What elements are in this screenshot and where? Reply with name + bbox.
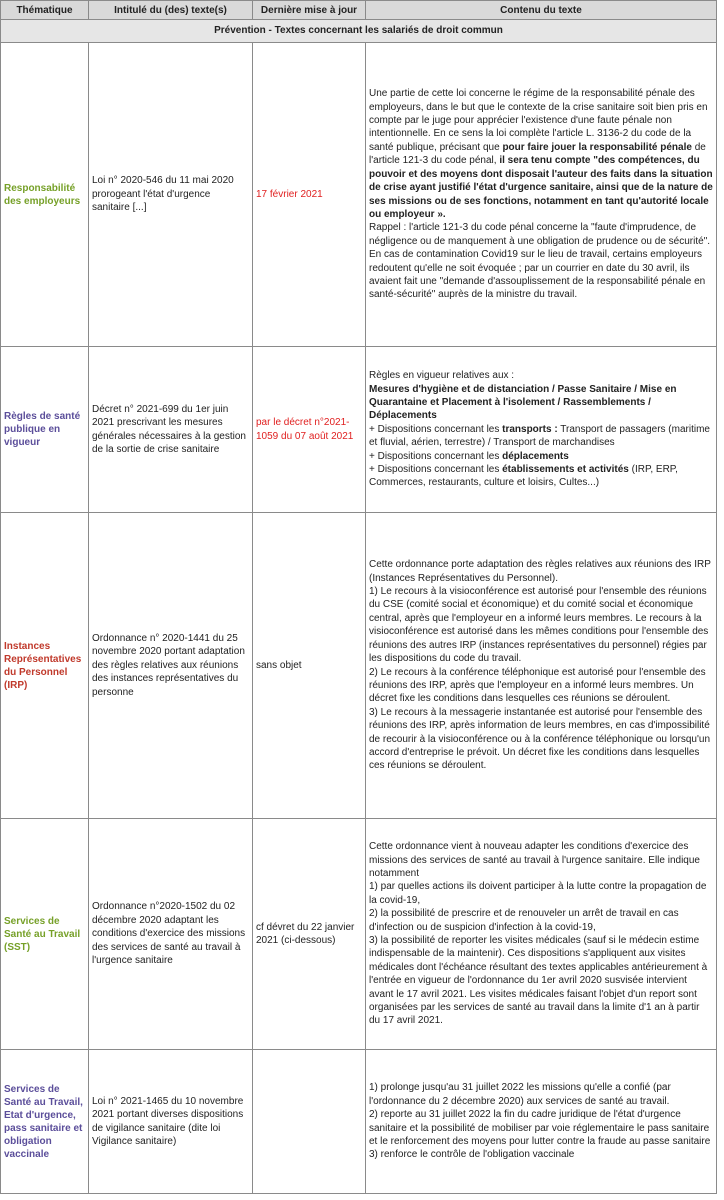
- contenu-text: Cette ordonnance vient à nouveau adapter les conditions d'exercice des missions des services de santé au travail à l'urgence sanitaire. Elle indique notamment: [369, 841, 700, 879]
- section-title: Prévention - Textes concernant les salariés de droit commun: [1, 20, 717, 43]
- contenu-text: + Dispositions concernant les: [369, 450, 503, 462]
- contenu-text: Cette ordonnance porte adaptation des règles relatives aux réunions des IRP (Instances Représentatives du Personnel).: [369, 559, 711, 584]
- section-row: [1, 20, 717, 43]
- maj-cell: cf dévret du 22 janvier 2021 (ci-dessous): [253, 819, 366, 1050]
- table-row: [1, 513, 717, 819]
- contenu-text: 1) par quelles actions ils doivent participer à la lutte contre la propagation de la covid-19,: [369, 881, 707, 906]
- intitule-cell: Décret n° 2021-699 du 1er juin 2021 prescrivant les mesures générales nécessaires à la gestion de la sortie de crise sanitaire: [89, 347, 253, 513]
- theme-cell: Responsabilité des employeurs: [1, 43, 89, 347]
- maj-cell: 17 février 2021: [253, 43, 366, 347]
- intitule-cell: Loi n° 2020-546 du 11 mai 2020 prorogeant l'état d'urgence sanitaire [...]: [89, 43, 253, 347]
- intitule-cell: Loi n° 2021-1465 du 10 novembre 2021 portant diverses dispositions de vigilance sanitaire (dite loi Vigilance sanitaire): [89, 1050, 253, 1194]
- contenu-bold: déplacements: [502, 450, 569, 462]
- contenu-text: 2) Le recours à la conférence téléphonique est autorisé pour l'ensemble des réunions des IRP, après que l'employeur en a informé leurs membres. Un décret fixe les conditions dans lesquelles ces réunions se déroulent.: [369, 666, 706, 705]
- header-contenu: Contenu du texte: [366, 1, 717, 20]
- contenu-cell: [366, 43, 717, 347]
- contenu-text: (IRP, ERP, Commerces, restaurants, culture et loisirs, Cultes...): [369, 464, 678, 489]
- contenu-text: 1) prolonge jusqu'au 31 juillet 2022 les missions qu'elle a confié (par l'ordonnance du 2 décembre 2020) aux services de santé au travail.: [369, 1082, 671, 1107]
- theme-cell: Instances Représentatives du Personnel (IRP): [1, 513, 89, 819]
- contenu-text: + Dispositions concernant les: [369, 464, 503, 476]
- contenu-text: 1) Le recours à la visioconférence est autorisé pour l'ensemble des réunions du CSE (comité social et économique) et du comité social et économique central, après que l'employeur en a informé leurs membres. Le recours à la visioconférence est autorisé dans les mêmes conditions pour l'ensemble des réunions des autres IRP (instances représentatives du personnel) régies par les dispositions du code du travail.: [369, 586, 709, 665]
- contenu-text: Une partie de cette loi concerne le régime de la responsabilité pénale des employeurs, dans le but que le contexte de la crise sanitaire soit bien pris en compte par le juge pour apprécier l'existence d'une faute pénale non intentionnelle. En ce sens la loi complète l'article L. 3136-2 du code de la santé publique, précisant que: [369, 88, 708, 153]
- contenu-bold: Mesures d'hygiène et de distanciation / Passe Sanitaire / Mise en Quarantaine et Placement à l'isolement / Rassemblements / Déplacements: [369, 383, 677, 422]
- contenu-text: 3) Le recours à la messagerie instantanée est autorisé pour l'ensemble des réunions des IRP, après information de leurs membres, en cas d'impossibilité de recourir à la visioconférence ou à la conférence téléphonique ou lorsqu'un accord d'entreprise le prévoit. Un décret fixe les conditions dans lesquelles ces réunions se déroulent.: [369, 706, 711, 772]
- contenu-bold: établissements et activités: [502, 464, 629, 476]
- contenu-text: 2) reporte au 31 juillet 2022 la fin du cadre juridique de l'état d'urgence sanitaire et la possibilité de mobiliser par voie réglementaire le pass sanitaire et le renforcement des moyens pour lutter contre la fraude au passe sanitaire: [369, 1109, 711, 1147]
- theme-cell: Règles de santé publique en vigueur: [1, 347, 89, 513]
- contenu-text: Transport de passagers (maritime et fluvial, aérien, terrestre) / Transport de marchandises: [369, 423, 710, 449]
- contenu-text: Règles en vigueur relatives aux :: [369, 370, 515, 382]
- maj-cell: par le décret n°2021-1059 du 07 août 2021: [253, 347, 366, 513]
- table-row: [1, 43, 717, 347]
- intitule-cell: Ordonnance n° 2020-1441 du 25 novembre 2020 portant adaptation des règles relatives aux réunions des instances représentatives du personne: [89, 513, 253, 819]
- contenu-cell: [366, 347, 717, 513]
- header-derniere-maj: Dernière mise à jour: [253, 1, 366, 20]
- header-row: [1, 1, 717, 20]
- header-thematique: Thématique: [1, 1, 89, 20]
- maj-cell: sans objet: [253, 513, 366, 819]
- contenu-text: 3) la possibilité de reporter les visites médicales (sauf si le médecin estime indispensable de la maintenir). Ces dispositions s'appliquent aux visites médicales dont l'échéance résultant des textes applicables antérieurement à l'entrée en vigueur de l'ordonnance du 1er avril 2020 susvisée intervient avant le 17 avril 2021. Les visites médicales faisant l'objet d'un report sont organisées par les services de santé au travail dans la limite d'1 an à partir du 17 avril 2021.: [369, 935, 708, 1027]
- header-intitule: Intitulé du (des) texte(s): [89, 1, 253, 20]
- contenu-text: 3) renforce le contrôle de l'obligation vaccinale: [369, 1149, 575, 1161]
- intitule-cell: Ordonnance n°2020-1502 du 02 décembre 2020 adaptant les conditions d'exercice des missions des services de santé au travail à l'urgence sanitaire: [89, 819, 253, 1050]
- theme-cell: Services de Santé au Travail (SST): [1, 819, 89, 1050]
- contenu-text: 2) la possibilité de prescrire et de renouveler un arrêt de travail en cas d'infection ou de suspicion d'infection à la covid-19,: [369, 908, 679, 933]
- contenu-cell: [366, 513, 717, 819]
- contenu-cell: [366, 1050, 717, 1194]
- table-row: [1, 1050, 717, 1194]
- contenu-bold: il sera tenu compte "des compétences, du pouvoir et des moyens dont disposait l'auteur des faits dans la situation de crise ayant justifié l'état d'urgence sanitaire, ainsi que de la nature de ses missions ou de ses fonctions, notamment en tant qu'autorité locale ou employeur ».: [369, 155, 713, 220]
- contenu-cell: [366, 819, 717, 1050]
- table-row: [1, 819, 717, 1050]
- table-row: [1, 347, 717, 513]
- theme-cell: Services de Santé au Travail, Etat d'urgence, pass sanitaire et obligation vaccinale: [1, 1050, 89, 1194]
- contenu-text: Rappel : l'article 121-3 du code pénal concerne la "faute d'imprudence, de négligence ou de manquement à une obligation de prudence ou de sécurité". En cas de contamination Covid19 sur le lieu de travail, certains employeurs redoutent qu'elle ne soit évoquée ; par un courrier en date du 30 avril, ils avaient fait une "demande d'assouplissement de la responsabilité pénale en santé-sécurité" auprès de la ministre du travail.: [369, 222, 711, 301]
- contenu-text: de l'article 121-3 du code pénal,: [369, 141, 706, 167]
- contenu-bold: pour faire jouer la responsabilité pénale: [502, 141, 692, 153]
- contenu-bold: transports :: [502, 423, 558, 435]
- contenu-text: + Dispositions concernant les: [369, 423, 503, 435]
- maj-cell: [253, 1050, 366, 1194]
